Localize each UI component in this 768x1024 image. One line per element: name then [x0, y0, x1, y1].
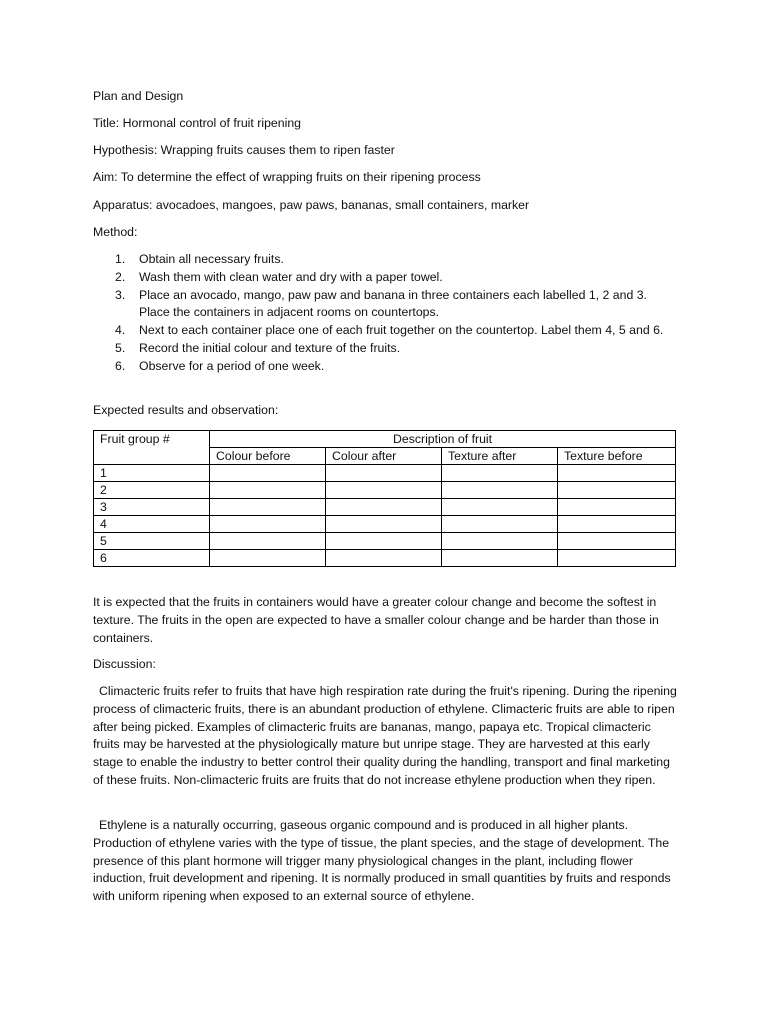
method-step	[93, 358, 678, 376]
table-cell	[210, 516, 326, 533]
header-description: Description of fruit	[210, 431, 676, 448]
row-group-number: 6	[94, 550, 210, 567]
table-row	[94, 550, 676, 567]
method-step	[93, 251, 678, 269]
table-cell	[210, 533, 326, 550]
header-colour-before: Colour before	[210, 448, 326, 465]
table-cell	[558, 465, 676, 482]
method-step	[93, 340, 678, 358]
table-cell	[558, 533, 676, 550]
row-group-number: 1	[94, 465, 210, 482]
table-row	[94, 516, 676, 533]
row-group-number: 5	[94, 533, 210, 550]
method-list	[93, 251, 678, 376]
method-step	[93, 322, 678, 340]
table-cell	[210, 499, 326, 516]
table-cell	[558, 550, 676, 567]
step-number: 6.	[115, 358, 126, 373]
table-cell	[442, 482, 558, 499]
expected-label: Expected results and observation:	[93, 403, 279, 417]
table-cell	[210, 465, 326, 482]
discussion-label: Discussion:	[93, 657, 156, 671]
doc-aim: Aim: To determine the effect of wrapping fruits on their ripening process	[93, 170, 481, 184]
table-cell	[558, 482, 676, 499]
row-group-number: 3	[94, 499, 210, 516]
discussion-paragraph-1: Climacteric fruits refer to fruits that have high respiration rate during the fruit's ripening. During the ripening process of climacteric fruits, there is an abundant production of ethylene. Climacteric fruits are able to ripen after being picked. Examples of climacteric fruits are bananas, mango, papaya etc. Tropical climacteric fruits may be harvested at the physiologically mature but unripe stage. They are harvested at this early stage to enable the industry to better control their quality during the handling, transport and final marketing of these fruits. Non-climacteric fruits are fruits that do not increase ethylene production when they ripen.	[93, 684, 677, 787]
table-cell	[326, 465, 442, 482]
table-cell	[326, 499, 442, 516]
step-text: Next to each container place one of each fruit together on the countertop. Label them 4, 5 and 6.	[139, 323, 664, 338]
table-row	[94, 482, 676, 499]
method-label: Method:	[93, 225, 138, 239]
row-group-number: 2	[94, 482, 210, 499]
table-cell	[558, 499, 676, 516]
table-cell	[442, 465, 558, 482]
table-cell	[442, 533, 558, 550]
step-text: Place an avocado, mango, paw paw and banana in three containers each labelled 1, 2 and 3. Place the containers in adjacent rooms on countertops.	[139, 287, 647, 320]
table-cell	[326, 533, 442, 550]
step-number: 5.	[115, 340, 126, 355]
table-cell	[326, 482, 442, 499]
step-text: Obtain all necessary fruits.	[139, 252, 284, 266]
doc-heading: Plan and Design	[93, 89, 184, 103]
step-text: Record the initial colour and texture of the fruits.	[139, 340, 401, 355]
step-number: 4.	[115, 323, 126, 338]
expected-paragraph: It is expected that the fruits in containers would have a greater colour change and become the softest in texture. The fruits in the open are expected to have a smaller colour change and be harder than those in containers.	[93, 595, 659, 645]
table-cell	[442, 516, 558, 533]
step-number: 2.	[115, 269, 126, 284]
table-cell	[442, 550, 558, 567]
observation-table	[93, 430, 676, 567]
method-step	[93, 269, 678, 287]
row-group-number: 4	[94, 516, 210, 533]
step-text: Wash them with clean water and dry with a paper towel.	[139, 269, 443, 284]
step-text: Observe for a period of one week.	[139, 358, 325, 373]
discussion-paragraph-2: Ethylene is a naturally occurring, gaseous organic compound and is produced in all higher plants. Production of ethylene varies with the type of tissue, the plant species, and the stage of development. The presence of this plant hormone will trigger many physiological changes in the plant, including flower induction, fruit development and ripening. It is normally produced in small quantities by fruits and responds with uniform ripening when exposed to an external source of ethylene.	[93, 818, 671, 904]
header-texture-before: Texture before	[558, 448, 676, 465]
doc-apparatus: Apparatus: avocadoes, mangoes, paw paws, bananas, small containers, marker	[93, 198, 530, 212]
table-cell	[326, 550, 442, 567]
header-colour-after: Colour after	[326, 448, 442, 465]
table-header-row	[94, 431, 676, 448]
table-row	[94, 465, 676, 482]
table-cell	[558, 516, 676, 533]
table-cell	[210, 482, 326, 499]
step-number: 1.	[115, 252, 126, 266]
method-step	[93, 287, 678, 323]
doc-hypothesis: Hypothesis: Wrapping fruits causes them to ripen faster	[93, 143, 395, 157]
table-row	[94, 533, 676, 550]
table-cell	[442, 499, 558, 516]
header-fruit-group: Fruit group #	[94, 431, 210, 465]
table-cell	[326, 516, 442, 533]
doc-title: Title: Hormonal control of fruit ripening	[93, 116, 301, 130]
table-row	[94, 499, 676, 516]
step-number: 3.	[115, 287, 126, 302]
table-cell	[210, 550, 326, 567]
header-texture-after: Texture after	[442, 448, 558, 465]
